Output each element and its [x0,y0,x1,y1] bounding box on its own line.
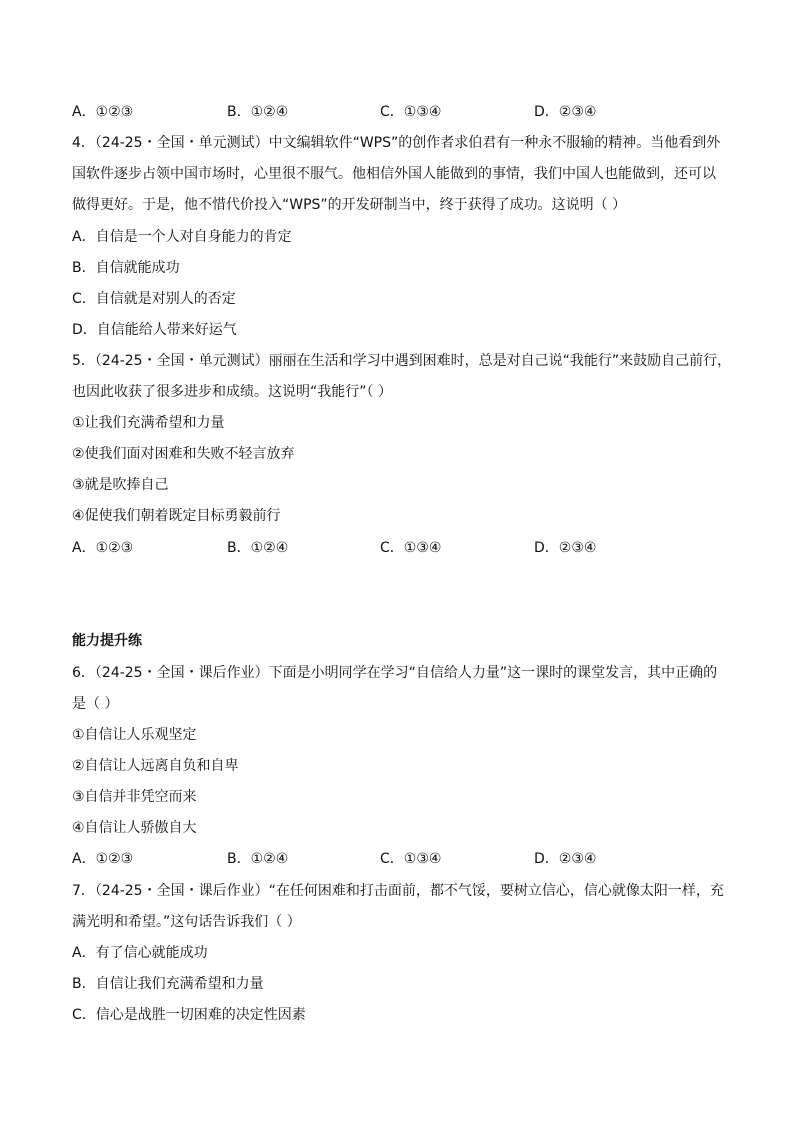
q4-option-b: B．自信就能成功 [72,260,180,276]
section-heading: 能力提升练 [72,633,142,649]
q6-item-4: ④自信让人骄傲自大 [72,820,197,836]
q6-stem-line-1: 6．（24-25・全国・课后作业）下面是小明同学在学习“自信给人力量”这一课时的课堂发言，其中正确的 [72,665,718,681]
q5-item-2: ②使我们面对困难和失败不轻言放弃 [72,446,295,462]
q5-option-b: B．①②④ [227,540,289,556]
q5-stem-line-2: 也因此收获了很多进步和成绩。这说明“我能行”（ ） [72,384,392,400]
q7-option-c: C．信心是战胜一切困难的决定性因素 [72,1007,306,1023]
q6-item-2: ②自信让人远离自负和自卑 [72,758,239,774]
option-c: C．①③④ [380,104,442,120]
q5-item-3: ③就是吹捧自己 [72,477,169,493]
option-d: D．②③④ [534,104,597,120]
q6-stem-line-2: 是（ ） [72,696,119,712]
q4-option-a: A．自信是一个人对自身能力的肯定 [72,229,292,245]
q6-option-a: A．①②③ [72,851,134,867]
q5-option-d: D．②③④ [534,540,597,556]
q5-stem-line-1: 5．（24-25・全国・单元测试）丽丽在生活和学习中遇到困难时，总是对自己说“我能行”来鼓励自己前行， [72,353,732,369]
q7-stem-line-2: 满光明和希望。”这句话告诉我们（ ） [72,914,301,930]
q5-item-4: ④促使我们朝着既定目标勇毅前行 [72,508,281,524]
q4-stem-line-1: 4．（24-25・全国・单元测试）中文编辑软件“WPS”的创作者求伯君有一种永不服输的精神。当他看到外 [72,135,721,151]
q6-option-d: D．②③④ [534,851,597,867]
q5-item-1: ①让我们充满希望和力量 [72,415,225,431]
q7-option-a: A．有了信心就能成功 [72,945,208,961]
q4-stem-line-3: 做得更好。于是，他不惜代价投入“WPS”的开发研制当中，终于获得了成功。这说明（ ） [72,197,627,213]
q6-item-1: ①自信让人乐观坚定 [72,727,197,743]
option-b: B．①②④ [227,104,289,120]
q4-option-d: D．自信能给人带来好运气 [72,322,237,338]
q5-option-a: A．①②③ [72,540,134,556]
q6-option-c: C．①③④ [380,851,442,867]
q6-item-3: ③自信并非凭空而来 [72,789,197,805]
q6-option-b: B．①②④ [227,851,289,867]
option-a: A．①②③ [72,104,134,120]
q4-option-c: C．自信就是对别人的否定 [72,291,236,307]
q7-stem-line-1: 7．（24-25・全国・课后作业）“在任何困难和打击面前，都不气馁，要树立信心，信心就像太阳一样，充 [72,883,724,899]
q4-stem-line-2: 国软件逐步占领中国市场时，心里很不服气。他相信外国人能做到的事情，我们中国人也能做到，还可以 [72,166,716,182]
q7-option-b: B．自信让我们充满希望和力量 [72,976,264,992]
q5-option-c: C．①③④ [380,540,442,556]
